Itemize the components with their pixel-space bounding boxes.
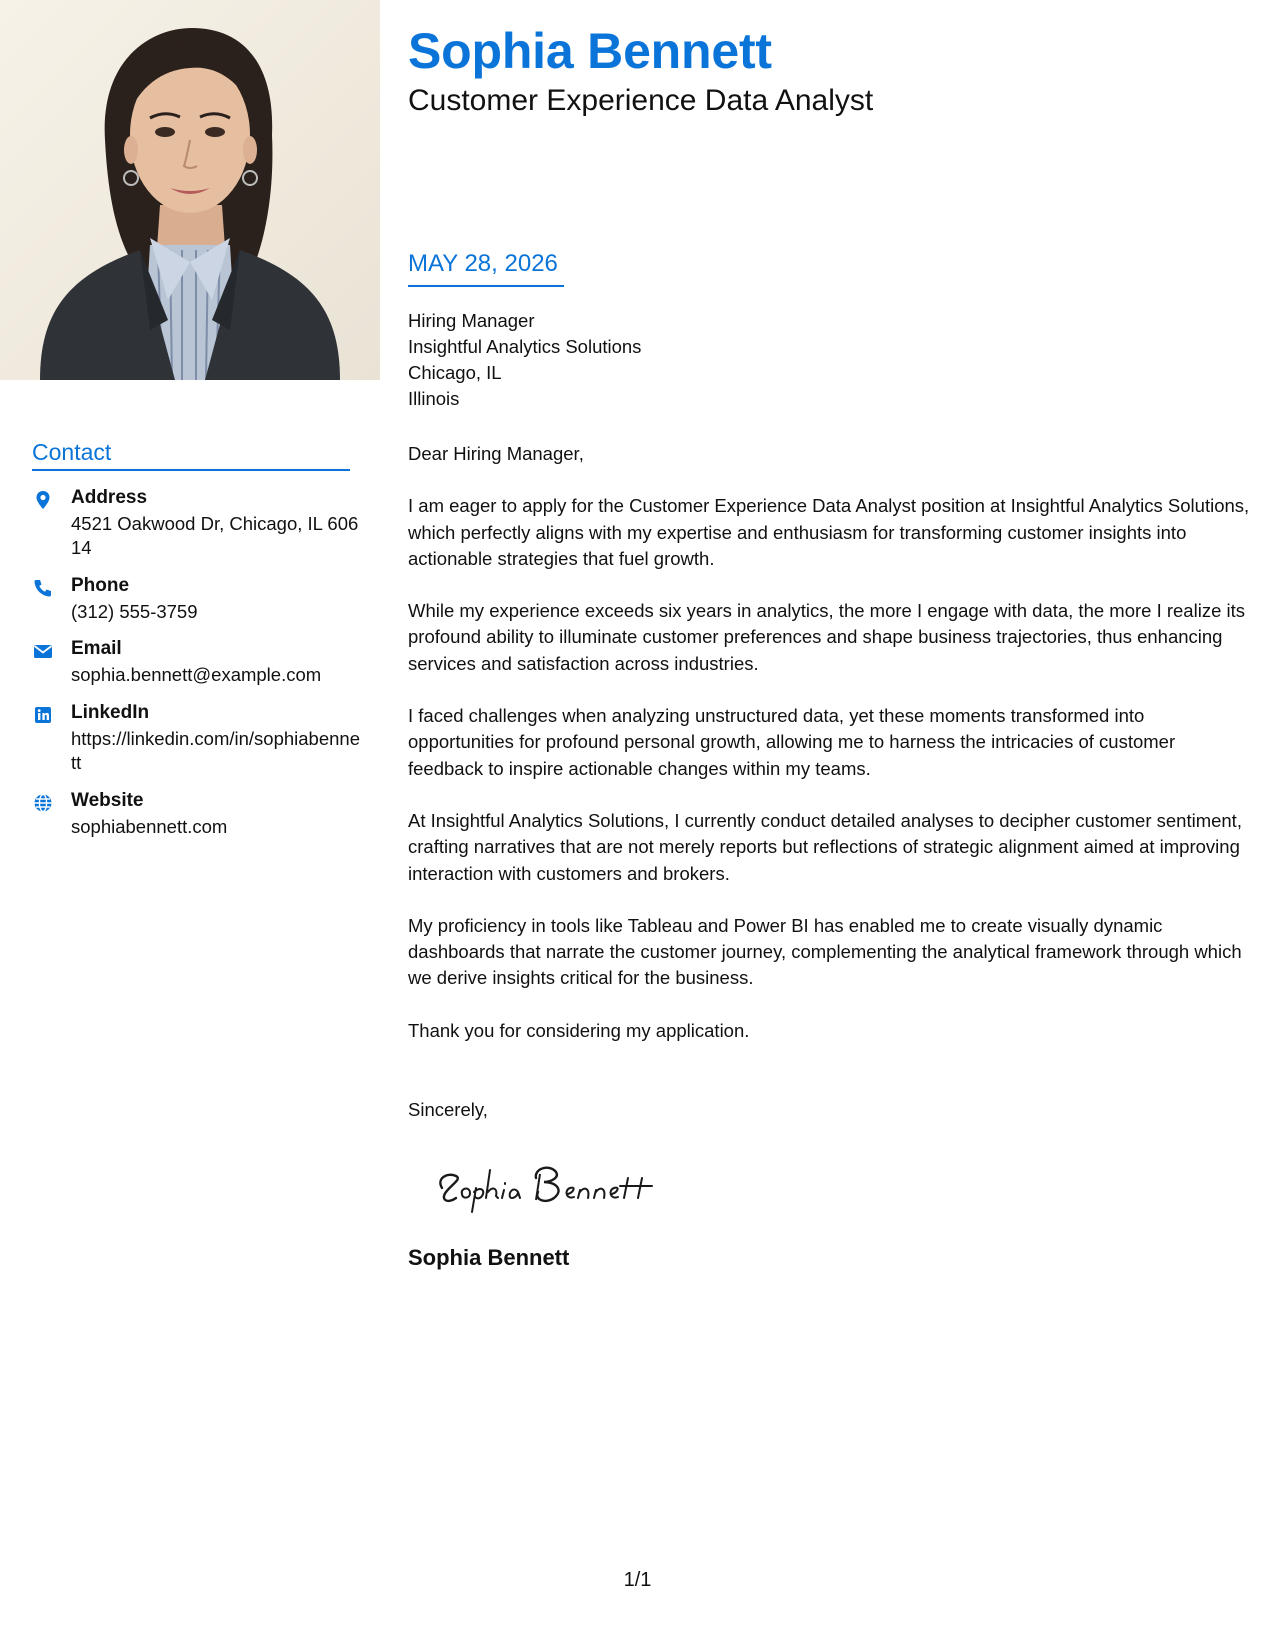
- envelope-icon: [32, 640, 54, 662]
- contact-value: https://linkedin.com/in/sophiabennett: [71, 728, 360, 773]
- letter-paragraph: My proficiency in tools like Tableau and Power BI has enabled me to create visually dynamic dashboards that narrate the customer journey, complementing the analytical framework through which we derive insights critical for the business.: [408, 914, 1242, 989]
- closing: Sincerely,: [408, 1099, 488, 1120]
- letter-paragraph: I am eager to apply for the Customer Experience Data Analyst position at Insightful Analytics Solutions, which perfectly aligns with my expertise and enthusiasm for transforming customer insights into actionable strategies that fuel growth.: [408, 495, 1250, 569]
- contact-label: Address: [71, 487, 148, 508]
- contact-label: Phone: [71, 575, 130, 596]
- letter-paragraph: At Insightful Analytics Solutions, I currently conduct detailed analyses to decipher customer sentiment, crafting narratives that are not merely reports but reflections of strategic alignment aimed at improving interaction with customers and brokers.: [408, 809, 1242, 884]
- signer-name: Sophia Bennett: [408, 1245, 570, 1270]
- letter-paragraph: While my experience exceeds six years in analytics, the more I engage with data, the more I realize its profound ability to illuminate customer preferences and shape business trajectories, thus enhancing services and satisfaction across industries.: [408, 600, 1245, 674]
- linkedin-icon: [32, 704, 54, 726]
- letter-paragraph: I faced challenges when analyzing unstructured data, yet these moments transformed into opportunities for profound personal growth, allowing me to harness the intricacies of customer feedback to inspire actionable changes within my teams.: [408, 705, 1176, 779]
- map-pin-icon: [32, 489, 54, 511]
- contact-label: Website: [71, 790, 144, 811]
- date-underline: [408, 285, 564, 287]
- letter-date: MAY 28, 2026: [408, 250, 558, 277]
- candidate-name: Sophia Bennett: [408, 23, 772, 79]
- signature-image: [418, 1148, 678, 1218]
- recipient-line: Hiring Manager: [408, 310, 535, 331]
- recipient-line: Insightful Analytics Solutions: [408, 336, 642, 357]
- recipient-line: Illinois: [408, 388, 460, 409]
- recipient-line: Chicago, IL: [408, 362, 502, 383]
- globe-icon: [32, 792, 54, 814]
- greeting: Dear Hiring Manager,: [408, 443, 584, 464]
- job-title: Customer Experience Data Analyst: [408, 84, 874, 117]
- profile-photo: [0, 0, 380, 380]
- contact-divider: [32, 469, 350, 471]
- contact-label: Email: [71, 638, 122, 659]
- contact-value: 4521 Oakwood Dr, Chicago, IL 60614: [71, 513, 359, 558]
- letter-body: [408, 441, 1253, 1070]
- letter-paragraph: Thank you for considering my application.: [408, 1019, 750, 1041]
- recipient-block: [408, 308, 641, 412]
- contact-value: (312) 555-3759: [71, 601, 198, 622]
- contact-value: sophia.bennett@example.com: [71, 664, 322, 685]
- page-number: 1/1: [623, 1569, 652, 1591]
- phone-icon: [32, 577, 54, 599]
- contact-value: sophiabennett.com: [71, 816, 228, 837]
- contact-label: LinkedIn: [71, 702, 150, 723]
- contact-heading: Contact: [32, 439, 112, 465]
